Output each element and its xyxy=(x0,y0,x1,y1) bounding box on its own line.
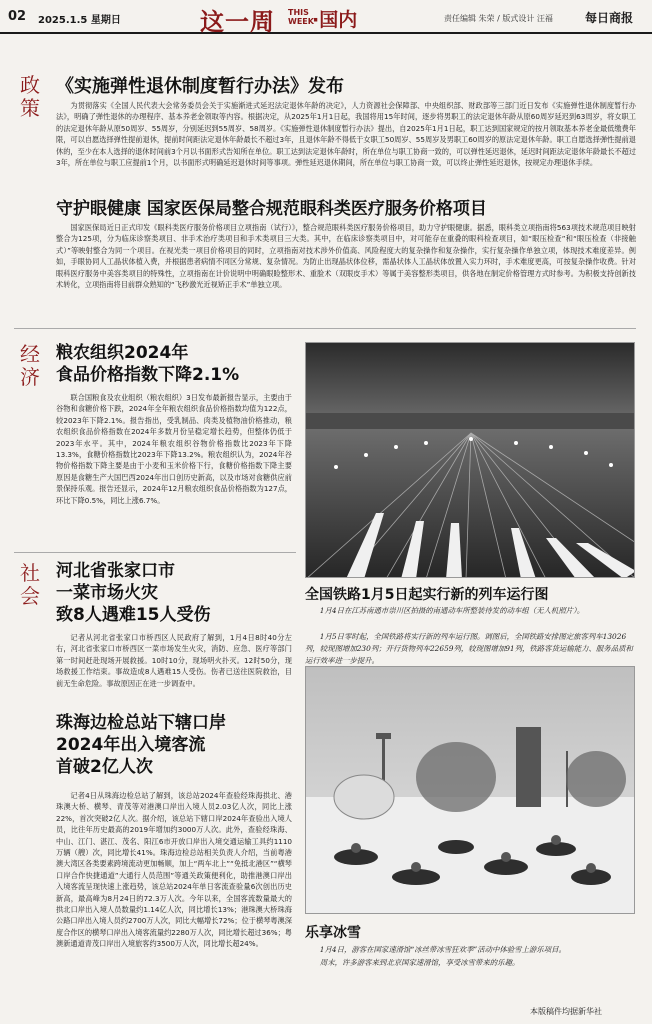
page-number: 02 xyxy=(8,9,27,24)
body-eyecare: 国家医保局近日正式印发《眼科类医疗服务价格项目立项指南（试行）》，整合规范眼科类医疗服务价格项目，助力守护眼健康。据悉，眼科类立项指南将563项技术规范项目映射整合为125项，分为临床诊察类项目、非手术治疗类项目和手术类项目三大类。其中，在临床诊察类项目中，对可能存在重叠的眼科检查项目，如“眼压检查”和“眼压检查（非接触式）”等映射整合为同一个项目。在视光类一项目价格项目的同时，立项指南对技术涉外价值高、风险程度大的复杂操作和复杂操作，实行复杂操作单独立项，体现技术难度差异。例如，手眼协同人工晶状体植入费，并根据患者病情不同区分常规、复杂情况。为防止出现晶状体位移，需晶状体人工晶状体放置入实力环时，手术难度更高，可按复杂操作收费。针对眼科医疗服务中美容类项目的特殊性，立项指南在计价说明中明确眼睑整形术、重脸术（双眼皮手术）等属于美容整形类项目，供各地在制定价格管理方式时参考。为积极支持创新技术转化，立项指南将目前群众熟知的“飞秒激光近视矫正手术”单独立项。 xyxy=(56,223,636,290)
body-retirement: 为贯彻落实《全国人民代表大会常务委员会关于实施渐进式延迟法定退休年龄的决定》，人力资源社会保障部、中央组织部、财政部等三部门近日发布《实施弹性退休制度暂行办法》，明确了弹性退休的办理程序、基本养老金领取等内容。根据决定，从2025年1月1日起，我国将用15年时间，逐步将男职工的法定退休年龄从原60周岁延迟到63周岁，将女职工的法定退休年龄从原50周岁、55周岁，分别延迟到55周岁、58周岁。《实施弹性退休制度暂行办法》提出，自2025年1月1日起，职工达到国家规定的按月领取基本养老金最低缴费年限，可以自愿选择弹性提前退休，提前时间距法定退休年龄最长不超过3年，且退休年龄不得低于女职工50周岁、55周岁及男职工60周岁的原法定退休年龄。职工自愿选择弹性提前退休的，至少在本人选择的退休时间前3个月以书面形式告知所在单位。职工达到法定退休年龄时，所在单位与职工协商一致的，可以弹性延迟退休，延迟时间距法定退休年龄最长不超过3年，所在单位与职工应提前1个月，以书面形式明确延迟退休时间等事项。弹性延迟退休期间，所在单位与职工协商一致，可以终止弹性延迟退休，按规定办理退休手续。 xyxy=(56,101,636,168)
photo-caption-rail: 1月4日在江苏南通市崇川区拍摄的南通动车所整装待发的动车组（无人机照片）。 xyxy=(319,606,585,615)
photo-caption-ice: 1月4日，游客在国家速滑馆“冰丝带冰雪狂欢季”活动中体验雪上游乐项目。 xyxy=(319,945,566,954)
newspaper-name: 每日商报 xyxy=(585,11,634,25)
photo-title-rail: 全国铁路1月5日起实行新的列车运行图 xyxy=(305,587,549,603)
headline-food-price[interactable]: 粮农组织2024年 食品价格指数下降2.1% xyxy=(56,343,240,385)
section-divider xyxy=(14,328,636,329)
column-title: 这一周 xyxy=(200,8,275,36)
photo-caption-ice-2: 周末，许多游客来到北京国家速滑馆，享受冰雪带来的乐趣。 xyxy=(319,958,520,967)
headline-retirement[interactable]: 《实施弹性退休制度暂行办法》发布 xyxy=(56,76,344,97)
rail-depot-image xyxy=(306,343,635,578)
section-divider xyxy=(14,552,296,553)
this-week-mark: THIS WEEK xyxy=(288,8,314,26)
photo-ice-fun xyxy=(305,666,635,914)
headline-fire[interactable]: 河北省张家口市 一菜市场火灾 致8人遇难15人受伤 xyxy=(56,561,211,625)
body-food-price: 联合国粮食及农业组织（粮农组织）3日发布最新报告显示，主要由于谷物和食糖价格下跌，2024年全年粮农组织食品价格指数均值为122点，较2023年下降2.1%。报告指出，受乳制品、肉类及植物油价格推动，粮农组织食品价格指数在2024年多数月份呈稳定增长趋势，但整体仍低于2023年水平。其中，2024年粮农组织谷物价格指数比2023年下降13.3%，食糖价格指数比2023年下降13.2%。粮农组织认为，2024年谷物价格指数下降主要是由于小麦和玉米价格下行，食糖价格指数下降主要原因是食糖生产大国巴西2024年出口创历史新高，以及市场对食糖供应前景保持乐观。报告还显示，2024年12月粮农组织食品价格指数为127点，环比下降0.5%，同比上涨6.7%。 xyxy=(56,393,292,505)
photo-caption-rail-2: 1月5日零时起，全国铁路将实行新的列车运行图。调图后，全国铁路安排图定旅客列车13026列，较现图增加230列；开行货物列车22659列，较现图增加91列，铁路客货运输能力、服务品质和运行效率进一步提升。 xyxy=(305,632,633,665)
section-label-society: 社会 xyxy=(20,561,40,608)
headline-port[interactable]: 珠海边检总站下辖口岸 2024年出入境客流 首破2亿人次 xyxy=(56,713,226,777)
photo-title-ice: 乐享冰雪 xyxy=(305,925,361,941)
body-port: 记者4日从珠海边检总站了解到，该总站2024年查验经珠海拱北、港珠澳大桥、横琴、青茂等对港澳口岸出入境人员2.03亿人次，同比上涨22%，首次突破2亿人次。据介绍，该总站下辖口岸2024年查验出入境人员，比往年历史最高的2019年增加约3000万人次。此外，查验经珠海、中山、江门、湛江、茂名、阳江6市开放口岸出入境交通运输工具约1110万辆（艘）次，同比增长41%。珠海边检总站相关负责人介绍，当前粤港澳大湾区各类要素跨境流动更加畅顺，加上“两车北上”“免抵北港区”“横琴口岸合作快捷通道”大通行人员范围”等通关政策便利化，助推港澳口岸出入境客流呈现快速上涨趋势，该总站2024年单日客流查验量6次创出历史新高，最高峰为8月24日的72.3万人次。今年以来，全国客流数量最大的拱北口岸出入境人员数量约1.14亿人次，同比增长13%；港珠澳大桥珠海公路口岸出入境人员约2700万人次，同比大幅增长72%；位于横琴粤澳深度合作区的横琴口岸出入境客流量约2280万人次，同比增长超过36%；粤澳新通道青茂口岸出入境旅客约3500万人次，同比增长超24%。 xyxy=(56,791,292,949)
section-label-economy: 经济 xyxy=(20,342,40,389)
page-header xyxy=(0,0,652,34)
issue-date: 2025.1.5 星期日 xyxy=(38,15,121,26)
headline-eyecare[interactable]: 守护眼健康 国家医保局整合规范眼科类医疗服务价格项目 xyxy=(56,199,487,219)
photo-rail-depot xyxy=(305,342,635,578)
source-credit: 本版稿件均据新华社 xyxy=(530,1007,602,1016)
body-fire: 记者从河北省张家口市桥西区人民政府了解到，1月4日8时40分左右，河北省张家口市桥西区一菜市场发生火灾，消防、应急、医疗等部门第一时间赶赴现场开展救援。10时10分，现场明火扑灭。12时50分，现场救援工作结束。事故造成8人遇难15人受伤。伤者已送往医院救治，目前无生命危险。事故原因正在进一步调查中。 xyxy=(56,633,292,688)
section-title: ·国内 xyxy=(312,9,358,31)
editor-credits: 责任编辑 朱荣 / 版式设计 汪福 xyxy=(444,14,553,23)
ice-fun-image xyxy=(306,667,635,914)
section-label-policy: 政策 xyxy=(20,73,40,120)
